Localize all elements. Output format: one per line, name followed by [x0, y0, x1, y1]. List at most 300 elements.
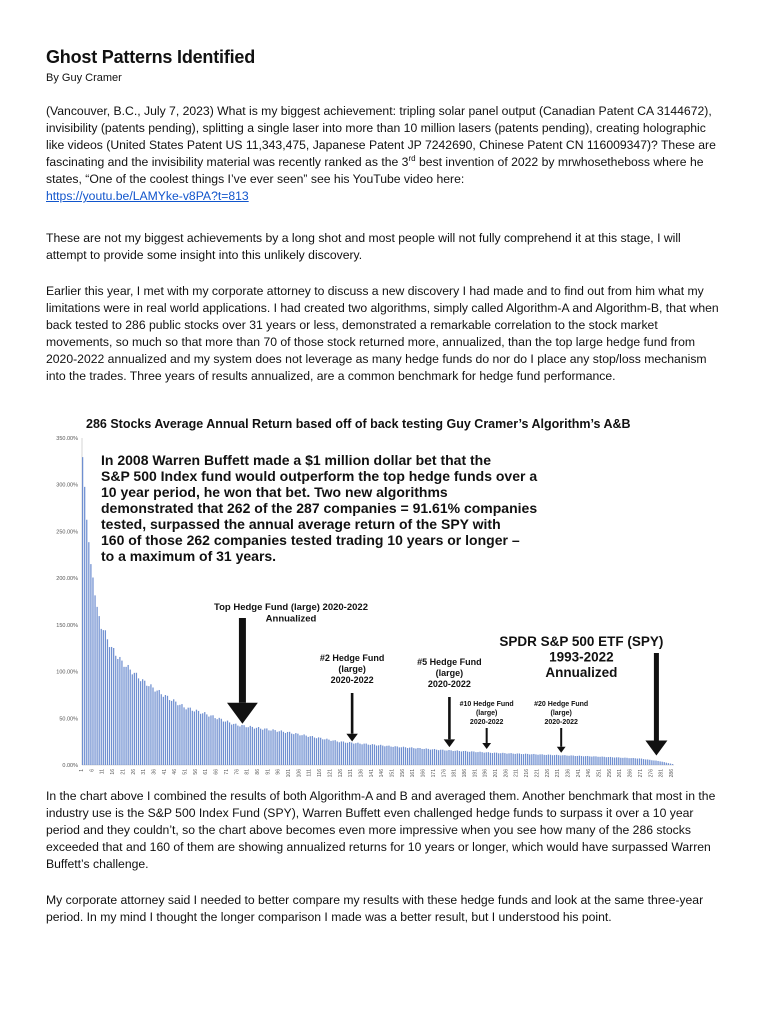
bar: [148, 686, 149, 765]
chart-annotation-line: 160 of those 262 companies tested trading 10 years or longer –: [101, 532, 520, 548]
bar: [295, 733, 296, 765]
bar: [403, 747, 404, 765]
bar: [361, 744, 362, 765]
bar: [380, 745, 381, 765]
x-tick-label: 191: [472, 769, 479, 778]
bar: [138, 678, 139, 765]
bar: [628, 758, 629, 765]
bar: [283, 732, 284, 765]
bar: [664, 762, 665, 765]
x-tick-label: 186: [461, 769, 468, 778]
bar: [624, 758, 625, 765]
bar: [169, 700, 170, 765]
bar: [297, 734, 298, 765]
bar: [486, 752, 487, 765]
bar: [631, 758, 632, 765]
bar: [237, 726, 238, 765]
bar: [479, 752, 480, 765]
bar: [612, 757, 613, 765]
bar: [529, 754, 530, 765]
bar: [335, 740, 336, 765]
bar: [548, 755, 549, 765]
arrow-label: 1993-2022: [549, 649, 614, 665]
bar: [270, 731, 271, 765]
x-tick-label: 151: [389, 769, 396, 778]
bar: [626, 758, 627, 765]
bar: [281, 730, 282, 765]
bar: [651, 760, 652, 765]
arrow-shaft: [351, 693, 354, 734]
bar: [581, 756, 582, 765]
bar: [190, 708, 191, 765]
y-tick-label: 250.00%: [56, 529, 78, 536]
bar: [355, 743, 356, 765]
bar: [119, 657, 120, 765]
bar: [146, 686, 147, 765]
chart-annotation-line: S&P 500 Index fund would outperform the top hedge funds over a: [101, 468, 538, 484]
bar: [359, 744, 360, 765]
x-tick-label: 116: [317, 769, 324, 777]
bar: [471, 751, 472, 765]
x-tick-label: 146: [379, 769, 386, 778]
bar: [194, 711, 195, 765]
chart-annotation-line: to a maximum of 31 years.: [101, 548, 277, 564]
x-tick-label: 141: [368, 769, 375, 778]
bar: [566, 756, 567, 765]
bar: [670, 764, 671, 765]
bar: [171, 701, 172, 765]
arrow-shaft: [486, 728, 488, 743]
bar: [523, 754, 524, 765]
bar: [465, 751, 466, 765]
bar: [103, 630, 104, 765]
bar: [345, 743, 346, 765]
arrow-label: #5 Hedge Fund: [417, 657, 482, 667]
bar: [310, 736, 311, 765]
bar: [275, 730, 276, 765]
x-tick-label: 281: [658, 769, 665, 778]
returns-chart: [46, 403, 678, 784]
bar: [544, 755, 545, 765]
bar: [504, 753, 505, 765]
bar: [328, 740, 329, 765]
y-tick-label: 50.00%: [59, 716, 78, 723]
bar: [473, 752, 474, 765]
arrow-label: Annualized: [265, 613, 317, 625]
arrow-label: #20 Hedge Fund: [534, 701, 589, 708]
bar: [577, 756, 578, 765]
bar: [239, 726, 240, 765]
bar: [488, 752, 489, 765]
bar: [243, 725, 244, 765]
bar: [165, 695, 166, 765]
bar: [492, 753, 493, 765]
bar: [86, 520, 87, 765]
chart-annotation-line: tested, surpassed the annual average return of the SPY with: [101, 516, 501, 532]
bar: [502, 753, 503, 765]
bar: [415, 749, 416, 765]
bar: [196, 710, 197, 765]
bar: [90, 564, 91, 765]
bar: [223, 722, 224, 765]
bar: [105, 630, 106, 765]
bar: [426, 748, 427, 765]
bar: [494, 753, 495, 765]
bar: [477, 752, 478, 765]
bar: [130, 670, 131, 765]
bar: [481, 752, 482, 765]
bar: [173, 699, 174, 765]
bar: [262, 730, 263, 765]
bar: [428, 749, 429, 765]
bar: [444, 750, 445, 765]
bar: [531, 754, 532, 765]
x-tick-label: 101: [286, 769, 293, 778]
x-tick-label: 221: [534, 769, 541, 778]
x-tick-label: 156: [399, 769, 406, 778]
bar: [633, 758, 634, 765]
bar: [672, 764, 673, 765]
bar: [181, 704, 182, 765]
bar: [188, 708, 189, 765]
bar: [163, 697, 164, 765]
bar: [318, 737, 319, 765]
bar: [407, 748, 408, 765]
bar: [382, 746, 383, 765]
x-tick-label: 61: [203, 769, 210, 775]
bar: [637, 759, 638, 765]
x-tick-label: 1: [79, 769, 86, 772]
x-tick-label: 96: [275, 769, 282, 775]
bar: [208, 717, 209, 765]
bar: [179, 705, 180, 765]
bar: [593, 756, 594, 765]
bar: [366, 744, 367, 765]
x-tick-label: 126: [337, 769, 344, 778]
bar: [332, 740, 333, 765]
bar: [666, 763, 667, 765]
bar: [562, 755, 563, 765]
arrow-label: 2020-2022: [469, 719, 504, 726]
bar: [121, 661, 122, 765]
bar: [256, 728, 257, 765]
bar: [457, 750, 458, 765]
bar: [299, 735, 300, 765]
bar: [320, 738, 321, 765]
bar: [161, 694, 162, 765]
paragraph-4: In the chart above I combined the results of both Algorithm-A and B and averaged them. Another benchmark that most in the industry use is the S&P 500 Index Fund (SPY), Warren Buffett even challenged hedge funds to surpass it over a 10 year period and they couldn’t, so the chart above becomes even more impressive when you see how many of the 286 stocks exceeded that and 160 of them are showing annualized returns for 10 years or longer, which would have surpassed Warren Buffett’s challenge.: [46, 789, 716, 871]
bar: [395, 746, 396, 765]
bar: [167, 696, 168, 765]
bar: [150, 684, 151, 765]
bar: [285, 733, 286, 765]
bar: [314, 738, 315, 765]
x-tick-label: 276: [648, 769, 655, 778]
bar: [614, 758, 615, 765]
bar: [568, 756, 569, 765]
bar: [128, 665, 129, 765]
bar: [550, 755, 551, 765]
bar: [142, 679, 143, 765]
paragraph-5: My corporate attorney said I needed to better compare my results with these hedge funds and look at the same three-year period. In my mind I thought the longer comparison I made was a better result, but I understood his point.: [46, 893, 704, 924]
y-tick-label: 200.00%: [56, 576, 78, 583]
bar: [525, 754, 526, 765]
bar: [413, 748, 414, 765]
bar: [254, 729, 255, 765]
bar: [469, 752, 470, 765]
bar: [446, 751, 447, 765]
bar: [264, 728, 265, 765]
bar: [357, 743, 358, 765]
x-tick-label: 16: [110, 769, 117, 775]
bar: [599, 757, 600, 765]
bar: [539, 754, 540, 765]
x-tick-label: 206: [503, 769, 510, 778]
bar: [322, 739, 323, 765]
bar: [579, 756, 580, 765]
x-tick-label: 71: [223, 769, 230, 775]
x-tick-label: 111: [306, 769, 313, 777]
bar: [136, 673, 137, 765]
arrow-shaft: [448, 697, 451, 739]
bar: [140, 681, 141, 765]
arrow-label: 2020-2022: [544, 719, 578, 726]
bar: [602, 757, 603, 765]
bar: [436, 750, 437, 765]
bar: [198, 711, 199, 765]
bar: [597, 757, 598, 765]
bar: [604, 757, 605, 765]
bar: [219, 718, 220, 765]
x-tick-label: 171: [430, 769, 437, 778]
youtube-link[interactable]: https://youtu.be/LAMYke-v8PA?t=813: [46, 189, 249, 203]
x-tick-label: 241: [575, 769, 582, 778]
bar: [303, 734, 304, 765]
bar: [94, 595, 95, 765]
bar: [639, 758, 640, 765]
bar: [177, 705, 178, 765]
x-tick-label: 51: [182, 769, 189, 775]
x-tick-label: 251: [596, 769, 603, 778]
bar: [438, 750, 439, 765]
bar: [606, 757, 607, 765]
bar: [132, 674, 133, 765]
x-tick-label: 181: [451, 769, 458, 778]
bar: [655, 761, 656, 765]
bar: [229, 722, 230, 765]
bar: [353, 744, 354, 765]
bar: [349, 742, 350, 765]
bar: [554, 755, 555, 765]
bar: [123, 667, 124, 765]
bar: [214, 718, 215, 765]
x-tick-label: 211: [513, 769, 520, 777]
bar: [649, 760, 650, 765]
x-tick-label: 21: [120, 769, 127, 775]
chart-annotation-line: 10 year period, he won that bet. Two new algorithms: [101, 484, 448, 500]
bar: [490, 753, 491, 765]
x-tick-label: 91: [265, 769, 272, 775]
bar: [330, 741, 331, 765]
bar: [620, 758, 621, 765]
x-tick-label: 66: [213, 769, 220, 775]
bar: [252, 727, 253, 765]
y-tick-label: 350.00%: [56, 436, 78, 442]
bar: [88, 542, 89, 765]
bar: [376, 746, 377, 765]
bar: [519, 753, 520, 765]
bar: [227, 721, 228, 765]
bar: [432, 749, 433, 765]
bar: [463, 751, 464, 765]
x-tick-label: 11: [99, 769, 106, 775]
x-tick-label: 131: [348, 769, 355, 778]
chart-annotation-line: In 2008 Warren Buffett made a $1 million dollar bet that the: [101, 452, 492, 468]
bar: [92, 577, 93, 765]
bar: [117, 659, 118, 765]
x-tick-label: 36: [151, 769, 158, 775]
arrow-label: 2020-2022: [427, 679, 471, 689]
x-tick-label: 136: [358, 769, 365, 778]
bar: [608, 757, 609, 765]
bar: [268, 730, 269, 765]
bar: [517, 753, 518, 765]
bar: [235, 724, 236, 765]
paragraph-3: Earlier this year, I met with my corporate attorney to discuss a new discovery I had made and to find out from him what my limitations were in real world applications. I had created two algorithms, simply called Algorithm-A and Algorithm-B, that when back tested to 286 public stocks over 31 years or less, demonstrated a remarkable correlation to the stock market movements, so much so that more than 70 of those stock returned more, annualized, than the top large hedge fund from 2020-2022 annualized and my system does not leverage as many hedge funds do nor do I place any stop/loss mechanism into the trades. Three years of results annualized, are a common benchmark for hedge fund performance.: [46, 284, 719, 383]
bar: [668, 763, 669, 765]
x-tick-label: 81: [244, 769, 251, 775]
x-tick-label: 6: [89, 769, 96, 772]
bar: [241, 725, 242, 765]
bar: [260, 729, 261, 765]
bar: [107, 639, 108, 765]
bar: [279, 731, 280, 765]
bar: [343, 741, 344, 765]
bar: [185, 709, 186, 765]
bar: [585, 756, 586, 765]
x-tick-label: 86: [254, 769, 261, 775]
bar: [266, 728, 267, 765]
arrow-label: Annualized: [545, 665, 618, 680]
x-tick-label: 226: [544, 769, 551, 778]
bar: [370, 745, 371, 765]
bar: [326, 739, 327, 765]
bar: [289, 732, 290, 765]
bar: [272, 729, 273, 765]
bar: [552, 755, 553, 765]
bar: [159, 690, 160, 765]
bar: [448, 750, 449, 765]
x-tick-label: 246: [586, 769, 593, 778]
arrow-label: SPDR S&P 500 ETF (SPY): [499, 634, 664, 649]
bar: [610, 757, 611, 765]
chart-title: 286 Stocks Average Annual Return based off of back testing Guy Cramer’s Algorithm’s A&B: [86, 417, 631, 431]
bar: [571, 755, 572, 765]
y-tick-label: 300.00%: [56, 482, 78, 489]
bar: [409, 748, 410, 765]
bar: [293, 734, 294, 765]
bar: [384, 746, 385, 765]
bar: [183, 707, 184, 765]
bar: [221, 719, 222, 765]
x-tick-label: 31: [141, 769, 148, 775]
bar: [589, 756, 590, 765]
bar: [390, 747, 391, 765]
bar: [405, 747, 406, 765]
bar: [374, 745, 375, 765]
bar: [246, 727, 247, 765]
x-tick-label: 216: [524, 769, 531, 778]
x-tick-label: 56: [192, 769, 199, 775]
bar: [496, 753, 497, 765]
bar: [154, 692, 155, 765]
x-tick-label: 236: [565, 769, 572, 778]
x-tick-label: 261: [617, 769, 624, 778]
paragraph-intro: [46, 103, 722, 205]
bar: [82, 457, 83, 765]
bar: [419, 748, 420, 765]
y-tick-label: 0.00%: [62, 763, 78, 769]
arrow-label: #2 Hedge Fund: [319, 653, 385, 663]
x-tick-label: 121: [327, 769, 334, 778]
bar: [84, 487, 85, 765]
bar: [200, 714, 201, 765]
bar: [96, 607, 97, 765]
x-tick-label: 166: [420, 769, 427, 778]
bar: [434, 749, 435, 765]
bar: [392, 747, 393, 765]
bar: [622, 758, 623, 765]
bar: [475, 752, 476, 765]
bar: [378, 745, 379, 765]
y-tick-label: 150.00%: [56, 622, 78, 629]
byline: By Guy Cramer: [46, 72, 122, 84]
bar: [515, 754, 516, 765]
bar: [101, 629, 102, 765]
x-tick-label: 26: [130, 769, 137, 775]
bar: [287, 732, 288, 765]
bar: [500, 753, 501, 765]
bar: [635, 758, 636, 765]
bar: [450, 750, 451, 765]
bar: [388, 746, 389, 765]
x-tick-label: 201: [493, 769, 500, 778]
x-tick-label: 271: [637, 769, 644, 778]
bar: [459, 751, 460, 765]
x-tick-label: 176: [441, 769, 448, 778]
bar: [386, 746, 387, 765]
chart-annotation-line: demonstrated that 262 of the 287 companies = 91.61% companies: [101, 500, 538, 516]
bar: [277, 732, 278, 765]
superscript: rd: [408, 153, 416, 163]
arrow-shaft: [560, 728, 562, 747]
bar: [316, 738, 317, 765]
bar: [564, 755, 565, 765]
bar: [175, 702, 176, 765]
bar: [125, 667, 126, 765]
bar: [231, 725, 232, 765]
bar: [653, 760, 654, 765]
bar: [206, 714, 207, 765]
page-title: Ghost Patterns Identified: [46, 47, 256, 67]
bar: [324, 739, 325, 765]
bar: [641, 759, 642, 765]
y-tick-label: 100.00%: [56, 669, 78, 676]
bar: [312, 736, 313, 765]
bar: [498, 753, 499, 765]
x-tick-label: 286: [668, 769, 675, 778]
bar: [204, 712, 205, 765]
